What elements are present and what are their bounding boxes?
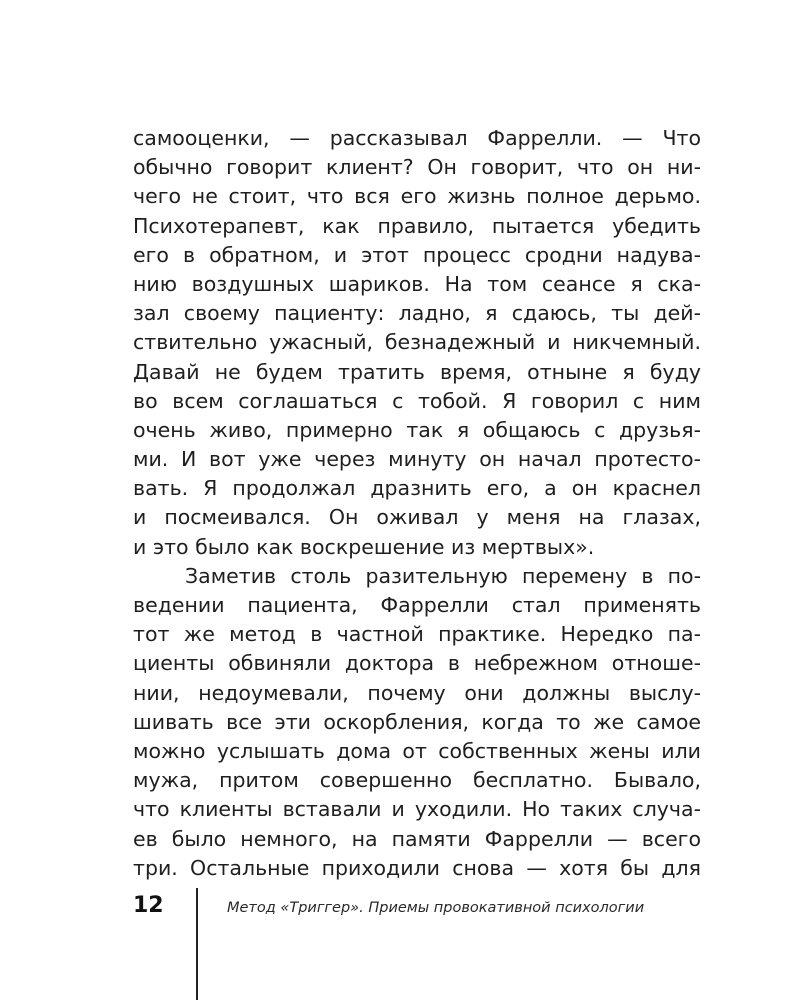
text-line: его в обратном, и этот процесс сродни надува- (133, 242, 701, 267)
text-line: тот же метод в частной практике. Нередко па- (133, 622, 701, 647)
paragraph-end-line: и это было как воскрешение из мертвых». (133, 534, 595, 559)
text-line: нию воздушных шариков. На том сеансе я ска- (133, 271, 701, 296)
text-line: шивать все эти оскорбления, когда то же самое (133, 709, 701, 734)
paragraph-first-line: Заметив столь разительную перемену в по- (185, 563, 701, 588)
text-line: ствительно ужасный, безнадежный и никчемный. (133, 330, 701, 355)
text-line: мужа, притом совершенно бесплатно. Бывало, (133, 768, 701, 793)
text-line: во всем соглашаться с тобой. Я говорил с ним (133, 388, 701, 413)
text-line: ев было немного, на памяти Фаррелли — всего (133, 826, 701, 851)
running-title: Метод «Триггер». Приемы провокативной психологии (227, 900, 645, 916)
text-line: нии, недоумевали, почему они должны выслу- (133, 680, 701, 705)
text-line: Давай не будем тратить время, отныне я буду (133, 359, 701, 384)
text-line: обычно говорит клиент? Он говорит, что он ни- (133, 155, 701, 180)
text-line: и посмеивался. Он оживал у меня на глазах, (133, 505, 701, 530)
text-line: зал своему пациенту: ладно, я сдаюсь, ты дей- (133, 301, 701, 326)
text-line: самооценки, — рассказывал Фаррелли. — Что (133, 126, 701, 150)
text-line: можно услышать дома от собственных жены или (133, 738, 701, 763)
text-line: циенты обвиняли доктора в небрежном отноше- (133, 651, 701, 676)
text-line: что клиенты вставали и уходили. Но таких случа- (133, 797, 701, 822)
text-line: три. Остальные приходили снова — хотя бы для (133, 855, 701, 880)
text-line: очень живо, примерно так я общаюсь с друзья- (133, 417, 701, 442)
text-line: ми. И вот уже через минуту он начал протесто- (133, 447, 701, 472)
text-line: ведении пациента, Фаррелли стал применять (133, 593, 701, 617)
footer-divider (196, 888, 198, 1000)
text-line: чего не стоит, что вся его жизнь полное дерьмо. (133, 184, 701, 209)
text-line: Психотерапевт, как правило, пытается убедить (133, 213, 701, 238)
text-line: вать. Я продолжал дразнить его, а он краснел (133, 476, 701, 501)
page-number: 12 (133, 893, 164, 918)
body-text (133, 124, 701, 883)
